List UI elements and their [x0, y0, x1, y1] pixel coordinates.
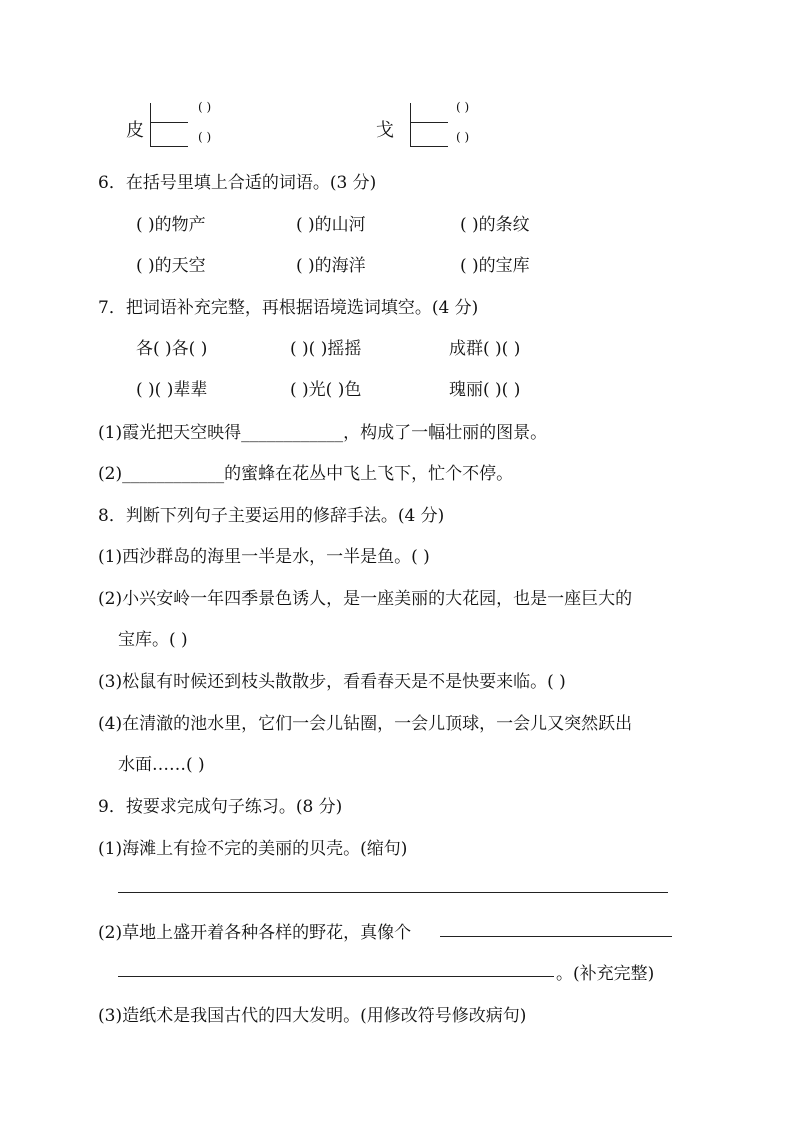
q8-sentence-2: (2)小兴安岭一年四季景色诱人，是一座美丽的大花园，也是一座巨大的 [98, 589, 633, 609]
q8-sentence-1[interactable]: (1)西沙群岛的海里一半是水，一半是鱼。( ) [98, 547, 430, 567]
q6-item[interactable]: ( )的物产 [136, 215, 206, 235]
q8-sentence-3[interactable]: (3)松鼠有时候还到枝头散散步，看看春天是不是快要来临。( ) [98, 672, 566, 692]
answer-line[interactable] [118, 976, 554, 977]
q7-title: 7．把词语补充完整，再根据语境选词填空。(4 分) [98, 298, 479, 318]
q6-title: 6．在括号里填上合适的词语。(3 分) [98, 173, 377, 193]
q9-sentence-1: (1)海滩上有捡不完的美丽的贝壳。(缩句) [98, 839, 408, 859]
bracket-branch-top [150, 122, 188, 123]
q6-item[interactable]: ( )的条纹 [460, 215, 530, 235]
answer-paren[interactable]: ( ) [456, 100, 470, 114]
q7-sentence-1[interactable]: (1)霞光把天空映得____________，构成了一幅壮丽的图景。 [98, 423, 548, 443]
q6-item[interactable]: ( )的海洋 [296, 256, 366, 276]
q7-item[interactable]: ( )光( )色 [290, 380, 362, 400]
bracket-char: 皮 [126, 120, 144, 141]
answer-line[interactable] [440, 936, 672, 937]
q9-sentence-2-end: 。(补充完整) [556, 964, 655, 984]
q7-item[interactable]: 各( )各( ) [136, 339, 208, 359]
q9-sentence-3: (3)造纸术是我国古代的四大发明。(用修改符号修改病句) [98, 1006, 527, 1026]
q8-sentence-4: (4)在清澈的池水里，它们一会儿钻圈，一会儿顶球，一会儿又突然跃出 [98, 714, 633, 734]
bracket-line [150, 103, 151, 147]
q6-item[interactable]: ( )的山河 [296, 215, 366, 235]
q9-title: 9．按要求完成句子练习。(8 分) [98, 797, 343, 817]
bracket-branch-top [410, 122, 448, 123]
q7-item[interactable]: ( )( )辈辈 [136, 380, 208, 400]
q8-title: 8．判断下列句子主要运用的修辞手法。(4 分) [98, 506, 445, 526]
q6-item[interactable]: ( )的天空 [136, 256, 206, 276]
q7-item[interactable]: ( )( )摇摇 [290, 339, 362, 359]
q8-sentence-4-cont[interactable]: 水面……( ) [118, 755, 205, 775]
answer-line[interactable] [118, 892, 668, 893]
answer-paren[interactable]: ( ) [198, 130, 212, 144]
bracket-branch-bottom [410, 146, 448, 147]
q7-item[interactable]: 成群( )( ) [449, 339, 521, 359]
answer-paren[interactable]: ( ) [198, 100, 212, 114]
q7-item[interactable]: 瑰丽( )( ) [449, 380, 521, 400]
q9-sentence-2: (2)草地上盛开着各种各样的野花，真像个 [98, 923, 412, 943]
q8-sentence-2-cont[interactable]: 宝库。( ) [118, 630, 188, 650]
bracket-char: 戈 [376, 120, 394, 141]
q7-sentence-2[interactable]: (2)____________的蜜蜂在花丛中飞上飞下，忙个不停。 [98, 464, 514, 484]
bracket-branch-bottom [150, 146, 188, 147]
bracket-line [410, 103, 411, 147]
answer-paren[interactable]: ( ) [456, 130, 470, 144]
q6-item[interactable]: ( )的宝库 [460, 256, 530, 276]
